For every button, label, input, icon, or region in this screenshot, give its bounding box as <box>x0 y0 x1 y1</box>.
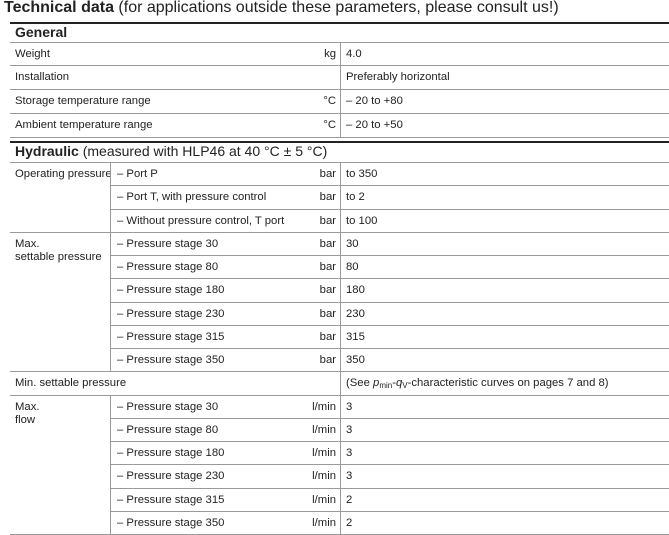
row-divider <box>110 418 669 419</box>
max-settable-pressure-value: 315 <box>346 330 365 343</box>
max-settable-pressure-unit: bar <box>319 237 336 250</box>
max-flow-value: 2 <box>346 493 353 506</box>
max-flow-sub-label: – Pressure stage 315 <box>117 493 225 506</box>
max-flow-value: 3 <box>346 447 353 459</box>
section-heading-general: General <box>15 24 68 40</box>
max-flow-sub-label: – Pressure stage 230 <box>117 470 225 483</box>
title-bold: Technical data <box>4 0 114 16</box>
max-settable-pressure-unit: bar <box>319 354 336 366</box>
operating-pressure-label: Operating pressure <box>15 168 112 180</box>
min-pressure-dash: - <box>392 377 396 390</box>
max-flow-unit: l/min <box>312 423 336 436</box>
max-settable-pressure-value: 180 <box>346 284 365 297</box>
row-divider <box>110 255 669 256</box>
min-settable-pressure-value <box>346 377 609 392</box>
column-divider <box>340 42 341 137</box>
operating-pressure-unit: bar <box>319 191 336 204</box>
min-pressure-p: p <box>373 377 380 390</box>
max-settable-pressure-value: 350 <box>346 354 365 366</box>
row-divider <box>110 278 669 279</box>
column-divider <box>340 162 341 232</box>
general-row-value: Preferably horizontal <box>346 71 450 83</box>
max-flow-sub-label: – Pressure stage 80 <box>117 423 219 436</box>
column-divider <box>340 395 341 535</box>
min-settable-pressure-label: Min. settable pressure <box>15 377 127 390</box>
column-divider <box>110 162 111 232</box>
max-flow-sub-label: – Pressure stage 30 <box>117 400 219 413</box>
operating-pressure-sub-label: – Port T, with pressure control <box>117 191 267 204</box>
min-pressure-p-sub: min <box>379 381 393 391</box>
min-pressure-q-sub: V <box>402 381 408 391</box>
max-flow-unit: l/min <box>312 400 336 413</box>
general-row-label: Installation <box>15 71 70 83</box>
general-row-unit: °C <box>323 119 336 131</box>
hydraulic-heading-note: (measured with HLP46 at 40 °C ± 5 °C) <box>78 143 328 159</box>
max-flow-value: 2 <box>346 516 353 529</box>
max-settable-pressure-label: Max. <box>15 237 40 250</box>
row-divider <box>110 464 669 465</box>
max-flow-label: flow <box>15 413 36 426</box>
max-settable-pressure-value: 230 <box>346 307 365 320</box>
operating-pressure-value: to 2 <box>346 191 365 204</box>
row-divider <box>110 325 669 326</box>
section-heading-hydraulic <box>15 143 327 159</box>
row-divider <box>110 185 669 186</box>
general-row-label: Ambient temperature range <box>15 119 153 131</box>
max-settable-pressure-sub-label: – Pressure stage 30 <box>117 237 219 250</box>
general-row-value: – 20 to +50 <box>346 119 403 131</box>
page-title <box>4 0 559 17</box>
operating-pressure-sub-label: – Without pressure control, T port <box>117 214 285 227</box>
max-flow-unit: l/min <box>312 516 336 529</box>
max-flow-unit: l/min <box>312 493 336 506</box>
max-settable-pressure-sub-label: – Pressure stage 350 <box>117 354 225 366</box>
general-row-value: 4.0 <box>346 48 362 60</box>
column-divider <box>110 395 111 535</box>
general-row-label: Storage temperature range <box>15 95 151 107</box>
row-divider <box>110 511 669 512</box>
row-divider <box>110 488 669 489</box>
max-flow-value: 3 <box>346 423 353 436</box>
row-divider <box>10 137 669 138</box>
row-divider <box>110 209 669 210</box>
max-settable-pressure-unit: bar <box>319 261 336 273</box>
min-pressure-value-post: -characteristic curves on pages 7 and 8) <box>407 377 609 390</box>
max-settable-pressure-value: 30 <box>346 237 359 250</box>
general-row-unit: °C <box>323 95 336 107</box>
column-divider <box>340 232 341 372</box>
row-divider <box>110 441 669 442</box>
min-pressure-q: q <box>395 377 403 390</box>
general-row-unit: kg <box>324 48 336 60</box>
max-settable-pressure-value: 80 <box>346 261 359 273</box>
max-settable-pressure-unit: bar <box>319 284 336 297</box>
max-flow-value: 3 <box>346 470 353 483</box>
hydraulic-heading-bold: Hydraulic <box>15 143 79 159</box>
row-divider <box>10 22 669 24</box>
max-settable-pressure-label: settable pressure <box>15 250 102 263</box>
max-settable-pressure-unit: bar <box>319 330 336 343</box>
column-divider <box>340 371 341 394</box>
max-settable-pressure-sub-label: – Pressure stage 315 <box>117 330 225 343</box>
max-flow-sub-label: – Pressure stage 350 <box>117 516 225 529</box>
max-flow-unit: l/min <box>312 447 336 459</box>
max-settable-pressure-unit: bar <box>319 307 336 320</box>
min-pressure-value-pre: (See <box>346 377 374 390</box>
operating-pressure-value: to 100 <box>346 214 378 227</box>
column-divider <box>110 232 111 372</box>
max-flow-label: Max. <box>15 400 40 413</box>
max-flow-value: 3 <box>346 400 353 413</box>
row-divider <box>110 302 669 303</box>
operating-pressure-unit: bar <box>319 214 336 227</box>
max-flow-unit: l/min <box>312 470 336 483</box>
general-row-value: – 20 to +80 <box>346 95 403 107</box>
max-settable-pressure-sub-label: – Pressure stage 180 <box>117 284 225 297</box>
title-note: (for applications outside these parameters, please consult us!) <box>113 0 559 16</box>
operating-pressure-unit: bar <box>319 168 336 180</box>
row-divider <box>110 348 669 349</box>
operating-pressure-sub-label: – Port P <box>117 168 158 180</box>
max-settable-pressure-sub-label: – Pressure stage 230 <box>117 307 225 320</box>
max-flow-sub-label: – Pressure stage 180 <box>117 447 225 459</box>
max-settable-pressure-sub-label: – Pressure stage 80 <box>117 261 219 273</box>
operating-pressure-value: to 350 <box>346 168 378 180</box>
general-row-label: Weight <box>15 48 50 60</box>
